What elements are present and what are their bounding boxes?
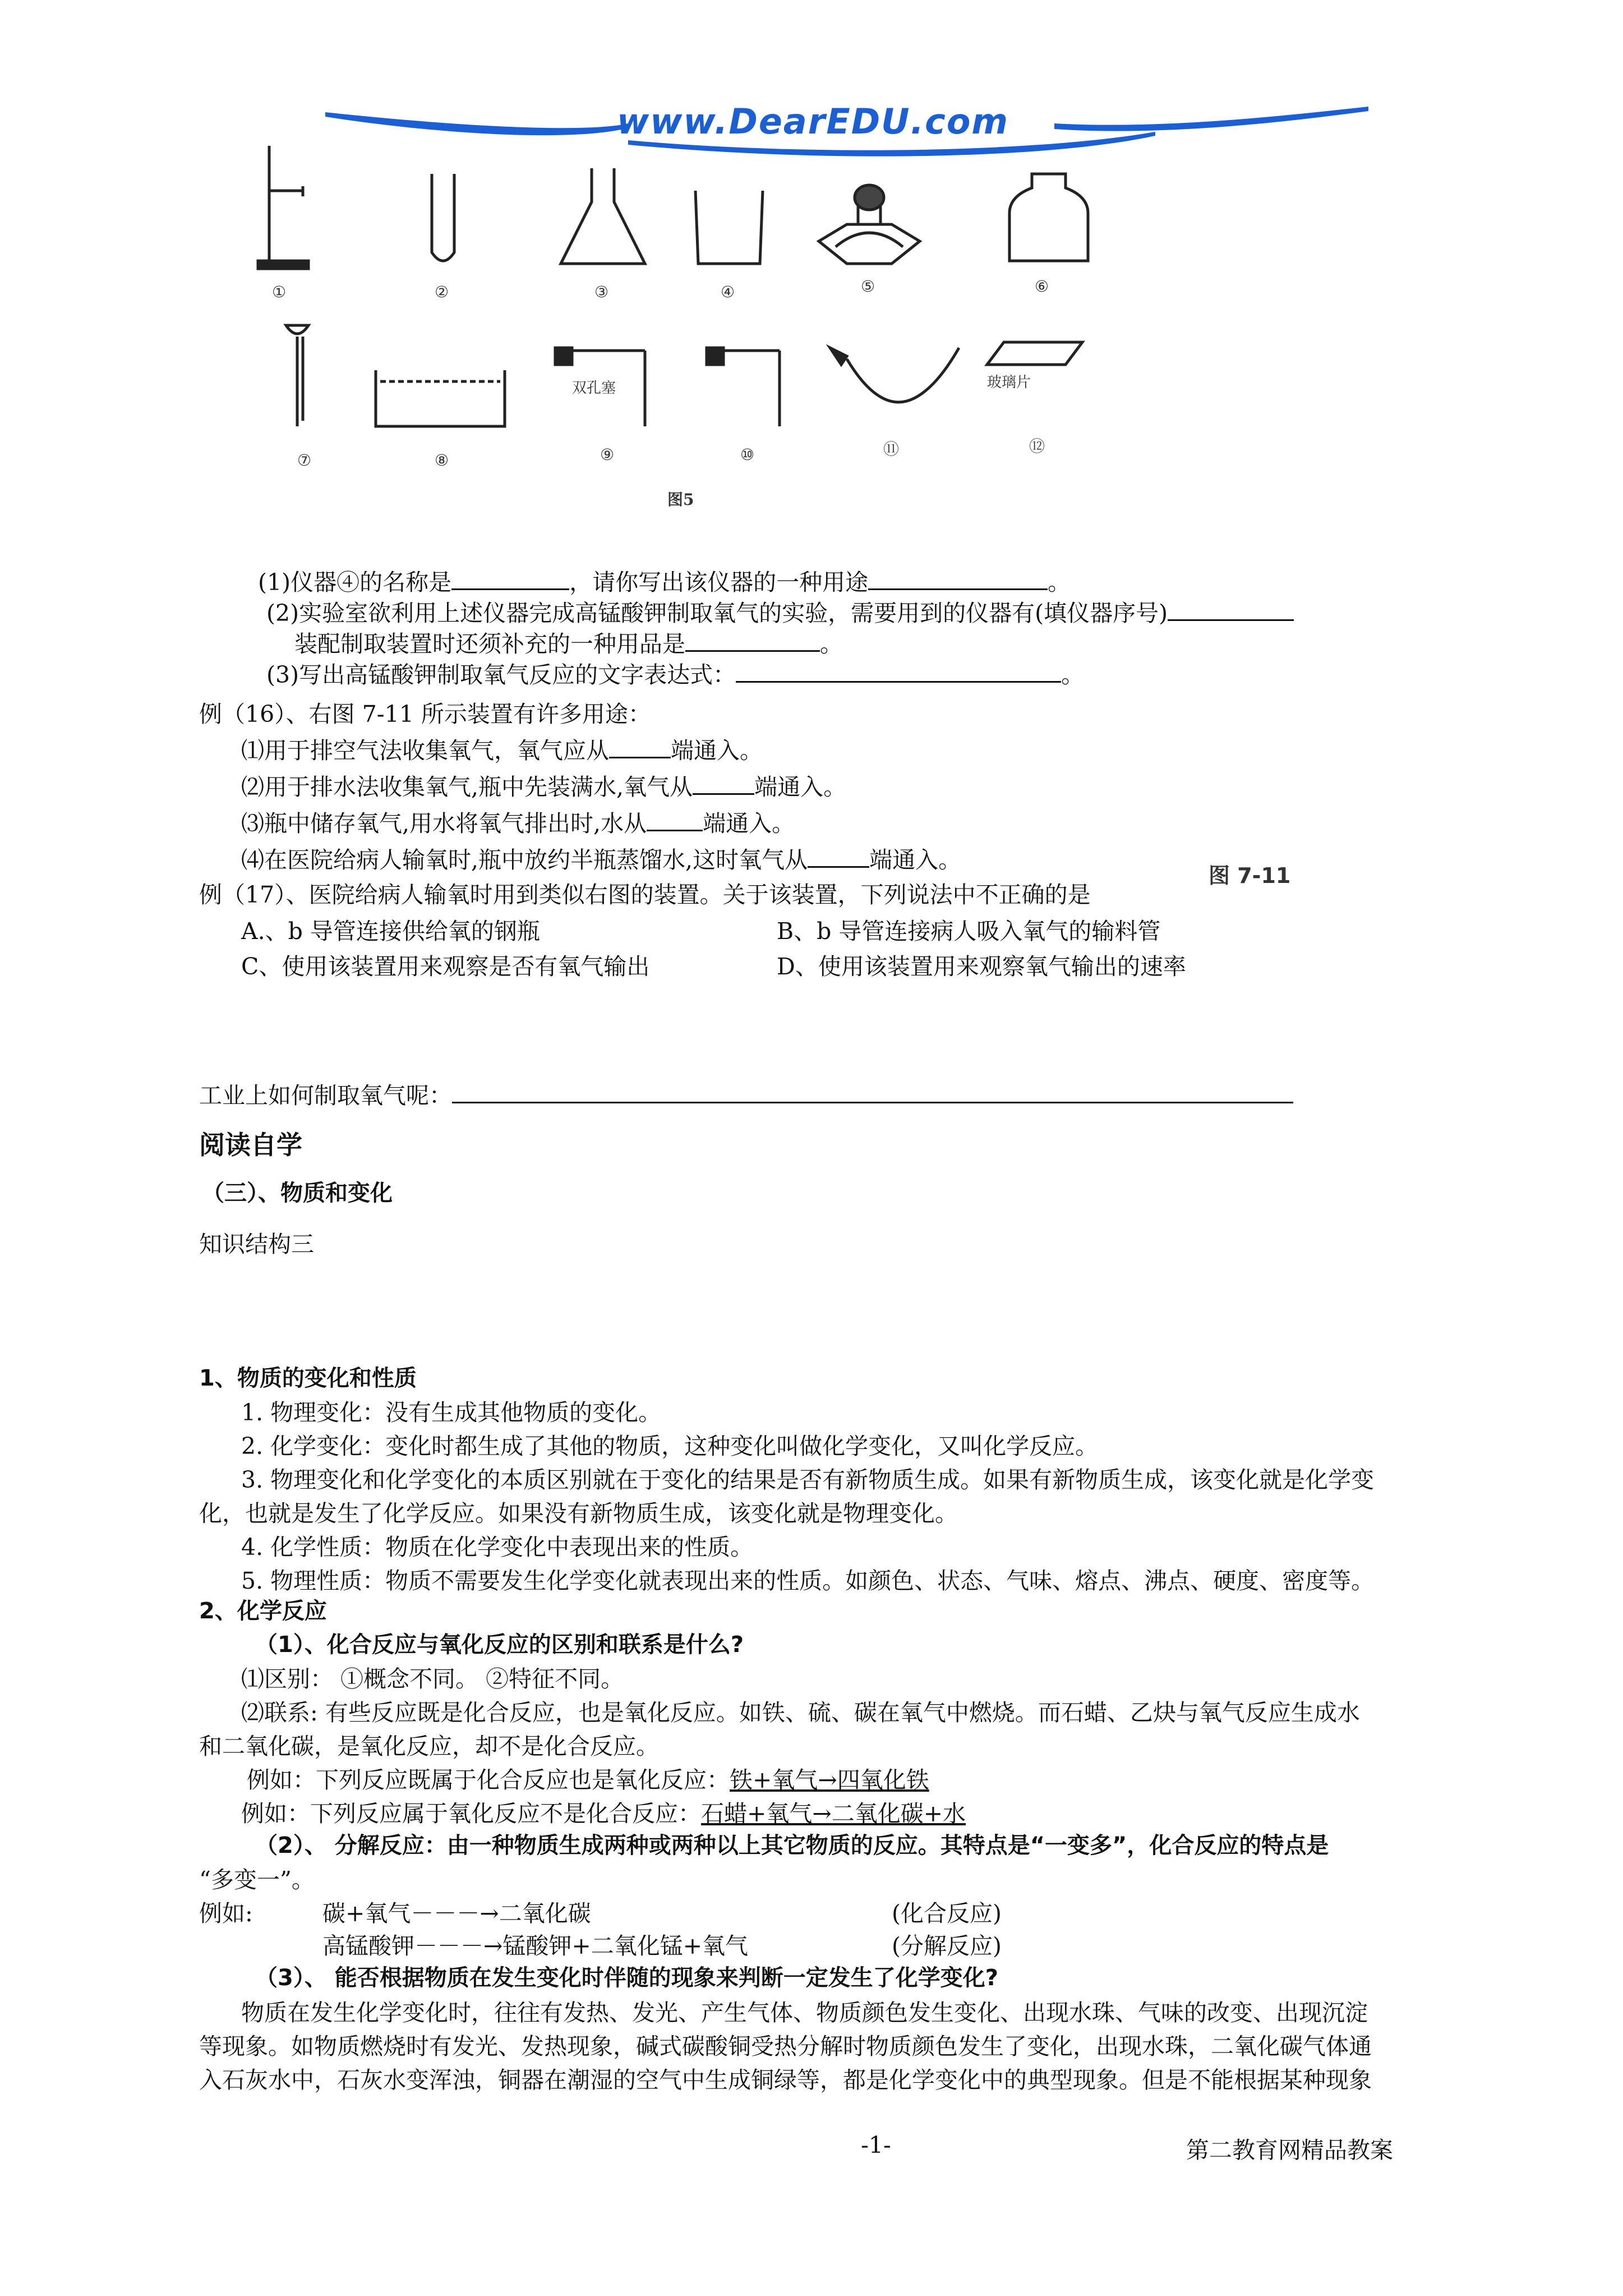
- reaction-2: 高锰酸钾－－－→锰酸钾+二氧化锰+氧气: [322, 1932, 749, 1959]
- q1-text-c: 。: [1048, 569, 1071, 596]
- footer-source: 第二教育网精品教案: [1186, 2137, 1393, 2164]
- label-glass-slide: 玻璃片: [987, 374, 1031, 391]
- reaction-1: 碳+氧气－－－→二氧化碳: [322, 1900, 591, 1927]
- part1-line-3b: 化，也就是发生了化学反应。如果没有新物质生成，该变化就是物理变化。: [199, 1500, 958, 1527]
- s2-text: （2）、 分解反应：由一种物质生成两种或两种以上其它物质的反应。其特点是“一变多”，化合反应的特点是: [255, 1833, 1329, 1858]
- fig-num-6: ⑥: [1035, 277, 1049, 296]
- ex17-option-a[interactable]: A.、b 导管连接供给氧的钢瓶: [241, 918, 540, 945]
- beaker-icon: [695, 191, 763, 264]
- label-two-hole-stopper: 双孔塞: [572, 380, 616, 397]
- part1-line-1: 1. 物理变化：没有生成其他物质的变化。: [241, 1399, 662, 1426]
- part1-title: 1、物质的变化和性质: [199, 1365, 417, 1391]
- apparatus-figure: [241, 135, 1195, 527]
- q3-text-b: 。: [1061, 661, 1085, 688]
- ex17-option-d[interactable]: D、使用该装置用来观察氧气输出的速率: [777, 953, 1186, 980]
- part1-line-5: 5. 物理性质：物质不需要发生化学变化就表现出来的性质。如颜色、状态、气味、熔点、沸点、硬度、密度等。: [241, 1567, 1375, 1594]
- site-logo: www.DearEDU.com: [617, 101, 1009, 142]
- iron-stand-icon: [258, 146, 308, 269]
- q3-text-a: (3)写出高锰酸钾制取氧气反应的文字表达式：: [266, 661, 736, 688]
- ex16-item-3: [241, 805, 795, 838]
- part2-subsection-1: （1）、化合反应与氧化反应的区别和联系是什么?: [255, 1632, 744, 1658]
- eg1-text: 例如：下列反应既属于化合反应也是氧化反应：: [247, 1766, 730, 1793]
- industry-text: 工业上如何制取氧气呢：: [199, 1082, 452, 1109]
- part2-para-2: 等现象。如物质燃烧时有发光、发热现象，碱式碳酸铜受热分解时物质颜色发生了变化，出现水珠，二氧化碳气体通: [199, 2033, 1372, 2060]
- ex17-option-b[interactable]: B、b 导管连接病人吸入氧气的输料管: [777, 918, 1161, 945]
- part1-line-3a: 3. 物理变化和化学变化的本质区别就在于变化的结果是否有新物质生成。如果有新物质生成，该变化就是化学变: [241, 1466, 1375, 1493]
- q1-blank-use[interactable]: [868, 567, 1048, 590]
- question-1: [258, 564, 1071, 597]
- gas-bottle-icon: [1009, 174, 1088, 261]
- q2-blank-instruments[interactable]: [1168, 598, 1294, 621]
- part1-line-4: 4. 化学性质：物质在化学变化中表现出来的性质。: [241, 1534, 754, 1561]
- ex16-i3-end: 端通入。: [703, 810, 795, 837]
- ex16-i3-blank[interactable]: [647, 808, 703, 831]
- conical-flask-icon: [561, 168, 645, 264]
- fig-num-12: ⑫: [1029, 437, 1045, 455]
- ex16-item-1: [241, 732, 763, 765]
- part2-example-1: [247, 1761, 929, 1795]
- fig-num-1: ①: [272, 283, 287, 301]
- fig-num-3: ③: [594, 283, 609, 301]
- example-label: 例如:: [199, 1900, 253, 1927]
- fig-7-11-label: 图 7-11: [1209, 863, 1291, 888]
- ex16-i2-text: ⑵用于排水法收集氧气,瓶中先装满水,氧气从: [241, 774, 693, 800]
- ex17-title: 例（17）、医院给病人输氧时用到类似右图的装置。关于该装置，下列说法中不正确的是: [199, 881, 1091, 908]
- question-2-cont: [294, 625, 843, 659]
- question-3: [266, 656, 1084, 689]
- ex16-i4-blank[interactable]: [808, 845, 869, 868]
- q3-blank-expression[interactable]: [736, 660, 1061, 683]
- test-tube-icon: [432, 174, 454, 261]
- fig-num-11: ⑪: [883, 440, 900, 458]
- eg1-equation: 铁+氧气→四氧化铁: [730, 1766, 929, 1793]
- ex16-i2-end: 端通入。: [754, 774, 847, 800]
- ex16-i3-text: ⑶瓶中储存氧气,用水将氧气排出时,水从: [241, 810, 647, 837]
- question-2: [266, 595, 1294, 628]
- ex16-i1-text: ⑴用于排空气法收集氧气，氧气应从: [241, 737, 609, 764]
- part1-line-2: 2. 化学变化：变化时都生成了其他的物质，这种变化叫做化学变化，又叫化学反应。: [241, 1433, 1099, 1460]
- part2-subsection-2b: “多变一”。: [199, 1866, 315, 1893]
- fig-num-5: ⑤: [861, 277, 875, 296]
- part2-subsection-2: [255, 1828, 1329, 1860]
- part2-subsection-3: （3）、 能否根据物质在发生变化时伴随的现象来判断一定发生了化学变化?: [255, 1965, 998, 1991]
- ex16-i1-end: 端通入。: [671, 737, 763, 764]
- q2-text-b: 装配制取装置时还须补充的一种用品是: [294, 631, 685, 657]
- ex16-i2-blank[interactable]: [693, 772, 754, 795]
- reaction-2-type: (分解反应): [892, 1932, 1002, 1959]
- funnel-icon: [286, 325, 308, 426]
- knowledge-structure: 知识结构三: [199, 1231, 314, 1258]
- ex16-i1-blank[interactable]: [609, 735, 671, 758]
- fig-num-4: ④: [721, 283, 735, 301]
- q1-text-a: (1)仪器④的名称是: [258, 569, 452, 596]
- section-3-heading: （三）、物质和变化: [202, 1180, 393, 1206]
- fig-num-8: ⑧: [435, 451, 449, 470]
- part2-title: 2、化学反应: [199, 1598, 327, 1624]
- alcohol-lamp-icon: [819, 185, 920, 264]
- ex16-i4-end: 端通入。: [869, 846, 962, 873]
- eg2-equation: 石蜡+氧气→二氧化碳+水: [701, 1800, 966, 1827]
- fig-num-2: ②: [435, 283, 449, 301]
- reaction-1-type: (化合反应): [892, 1900, 1002, 1927]
- q2-blank-supply[interactable]: [685, 629, 820, 652]
- part2-example-2: [241, 1795, 966, 1828]
- q1-text-b: ，请你写出该仪器的一种用途: [569, 569, 869, 596]
- water-trough-icon: [376, 370, 505, 426]
- industry-question: [199, 1077, 1293, 1110]
- ex16-i4-text: ⑷在医院给病人输氧时,瓶中放约半瓶蒸馏水,这时氧气从: [241, 846, 808, 873]
- part2-para-3: 入石灰水中，石灰水变浑浊，铜器在潮湿的空气中生成铜绿等，都是化学变化中的典型现象。但是不能根据某种现象: [199, 2067, 1372, 2093]
- ex16-title: 例（16）、右图 7-11 所示装置有许多用途：: [199, 701, 651, 728]
- glass-slide-icon: [987, 342, 1082, 365]
- bent-tube-icon: [707, 348, 780, 426]
- q2-text-a: (2)实验室欲利用上述仪器完成高锰酸钾制取氧气的实验，需要用到的仪器有(填仪器序号): [266, 600, 1168, 627]
- part2-difference: ⑴区别： ①概念不同。 ②特征不同。: [241, 1665, 624, 1692]
- rubber-tube-icon: [830, 348, 959, 402]
- fig-num-9: ⑨: [600, 445, 615, 464]
- industry-blank[interactable]: [452, 1080, 1293, 1103]
- q1-blank-name[interactable]: [451, 567, 569, 590]
- reading-heading: 阅读自学: [199, 1130, 302, 1160]
- ex17-option-c[interactable]: C、使用该装置用来观察是否有氧气输出: [241, 953, 650, 980]
- figure-caption: 图5: [667, 490, 694, 509]
- fig-num-7: ⑦: [297, 451, 312, 470]
- part2-para-1: 物质在发生化学变化时，往往有发热、发光、产生气体、物质颜色发生变化、出现水珠、气味的改变、出现沉淀: [241, 1999, 1368, 2026]
- fig-num-10: ⑩: [740, 445, 755, 464]
- eg2-text: 例如：下列反应属于氧化反应不是化合反应：: [241, 1800, 701, 1827]
- part2-link-1: ⑵联系: 有些反应既是化合反应，也是氧化反应。如铁、硫、碳在氧气中燃烧。而石蜡、乙炔与氧气反应生成水: [241, 1699, 1360, 1726]
- ex16-item-4: [241, 841, 961, 875]
- part2-link-2: 和二氧化碳，是氧化反应，却不是化合反应。: [199, 1733, 659, 1760]
- q2-text-c: 。: [820, 631, 843, 657]
- ex16-item-2: [241, 769, 846, 802]
- page-number: -1-: [861, 2132, 891, 2159]
